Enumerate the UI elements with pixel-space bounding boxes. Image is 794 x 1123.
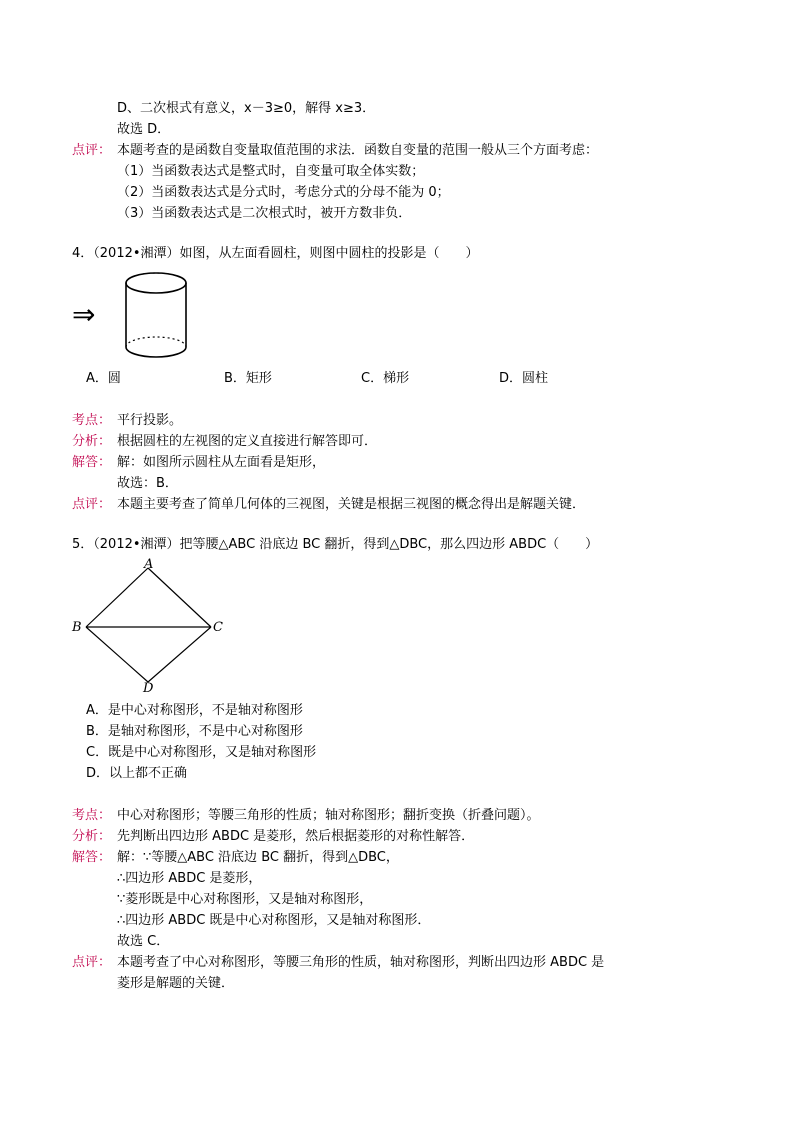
- q5-option-a: A．是中心对称图形，不是轴对称图形: [86, 703, 303, 718]
- q5-jieda-label: 解答：: [72, 850, 112, 865]
- q5-dianping-label: 点评：: [72, 955, 112, 970]
- q4-dianping-label: 点评：: [72, 497, 112, 512]
- q5-kaodian: 中心对称图形；等腰三角形的性质；轴对称图形；翻折变换（折叠问题）。: [117, 808, 540, 823]
- right-arrow-icon: ⇒: [72, 298, 96, 331]
- q4-kaodian-label: 考点：: [72, 413, 112, 428]
- rhombus-side-ab: [86, 568, 148, 627]
- rhombus-figure: [70, 558, 230, 698]
- prev-answer-line: 故选 D．: [117, 122, 171, 137]
- prev-option-d-line: D、二次根式有意义，x－3≥0，解得 x≥3．: [117, 101, 376, 116]
- q4-fenxi-label: 分析：: [72, 434, 112, 449]
- q4-option-c: C．梯形: [361, 371, 410, 386]
- vertex-label-c: C: [213, 620, 223, 635]
- q5-option-c: C．既是中心对称图形，又是轴对称图形: [86, 745, 317, 760]
- vertex-label-b: B: [72, 620, 82, 635]
- q5-dianping-line-1: 本题考查了中心对称图形，等腰三角形的性质，轴对称图形，判断出四边形 ABDC 是: [117, 955, 605, 970]
- q5-jieda-line-5: 故选 C．: [117, 934, 170, 949]
- q5-stem: 5．（2012•湘潭）把等腰△ABC 沿底边 BC 翻折，得到△DBC，那么四边形 ABDC（ ）: [72, 537, 599, 552]
- q5-fenxi-label: 分析：: [72, 829, 112, 844]
- vertex-label-a: A: [144, 557, 154, 572]
- cylinder-top-hidden-arc: [126, 273, 186, 283]
- q5-jieda-line-1: 解：∵等腰△ABC 沿底边 BC 翻折，得到△DBC，: [117, 850, 399, 865]
- vertex-label-d: D: [143, 681, 154, 696]
- prev-comment-item-2: （2）当函数表达式是分式时，考虑分式的分母不能为 0；: [117, 185, 450, 200]
- q5-jieda-line-3: ∵菱形既是中心对称图形，又是轴对称图形，: [117, 892, 373, 907]
- q4-dianping: 本题主要考查了简单几何体的三视图，关键是根据三视图的概念得出是解题关键．: [117, 497, 586, 512]
- q4-option-d: D．圆柱: [499, 371, 549, 386]
- cylinder-figure: [120, 265, 194, 365]
- cylinder-bottom-hidden-arc: [126, 337, 186, 347]
- q4-stem: 4．（2012•湘潭）如图，从左面看圆柱，则图中圆柱的投影是（ ）: [72, 246, 479, 261]
- prev-comment-label: 点评：: [72, 143, 112, 158]
- q5-jieda-line-4: ∴四边形 ABDC 既是中心对称图形，又是轴对称图形．: [117, 913, 431, 928]
- q4-jieda-line-1: 解：如图所示圆柱从左面看是矩形，: [117, 455, 326, 470]
- rhombus-side-cd: [148, 627, 211, 682]
- rhombus-side-bd: [86, 627, 148, 682]
- q4-kaodian: 平行投影。: [117, 413, 183, 428]
- cylinder-bottom-front-arc: [126, 347, 186, 357]
- cylinder-top-ellipse: [126, 273, 186, 293]
- q5-option-b: B．是轴对称图形，不是中心对称图形: [86, 724, 303, 739]
- q4-option-a: A．圆: [86, 371, 121, 386]
- q5-option-d: D．以上都不正确: [86, 766, 188, 781]
- prev-comment-item-1: （1）当函数表达式是整式时，自变量可取全体实数；: [117, 164, 425, 179]
- q4-jieda-line-2: 故选：B．: [117, 476, 178, 491]
- q5-fenxi: 先判断出四边形 ABDC 是菱形，然后根据菱形的对称性解答．: [117, 829, 475, 844]
- q4-jieda-label: 解答：: [72, 455, 112, 470]
- prev-comment-text: 本题考查的是函数自变量取值范围的求法．函数自变量的范围一般从三个方面考虑：: [117, 143, 599, 158]
- rhombus-side-ac: [148, 568, 211, 627]
- q5-kaodian-label: 考点：: [72, 808, 112, 823]
- q5-jieda-line-2: ∴四边形 ABDC 是菱形，: [117, 871, 262, 886]
- q4-fenxi: 根据圆柱的左视图的定义直接进行解答即可．: [117, 434, 378, 449]
- q5-dianping-line-2: 菱形是解题的关键．: [117, 976, 235, 991]
- prev-comment-item-3: （3）当函数表达式是二次根式时，被开方数非负．: [117, 206, 412, 221]
- q4-option-b: B．矩形: [224, 371, 272, 386]
